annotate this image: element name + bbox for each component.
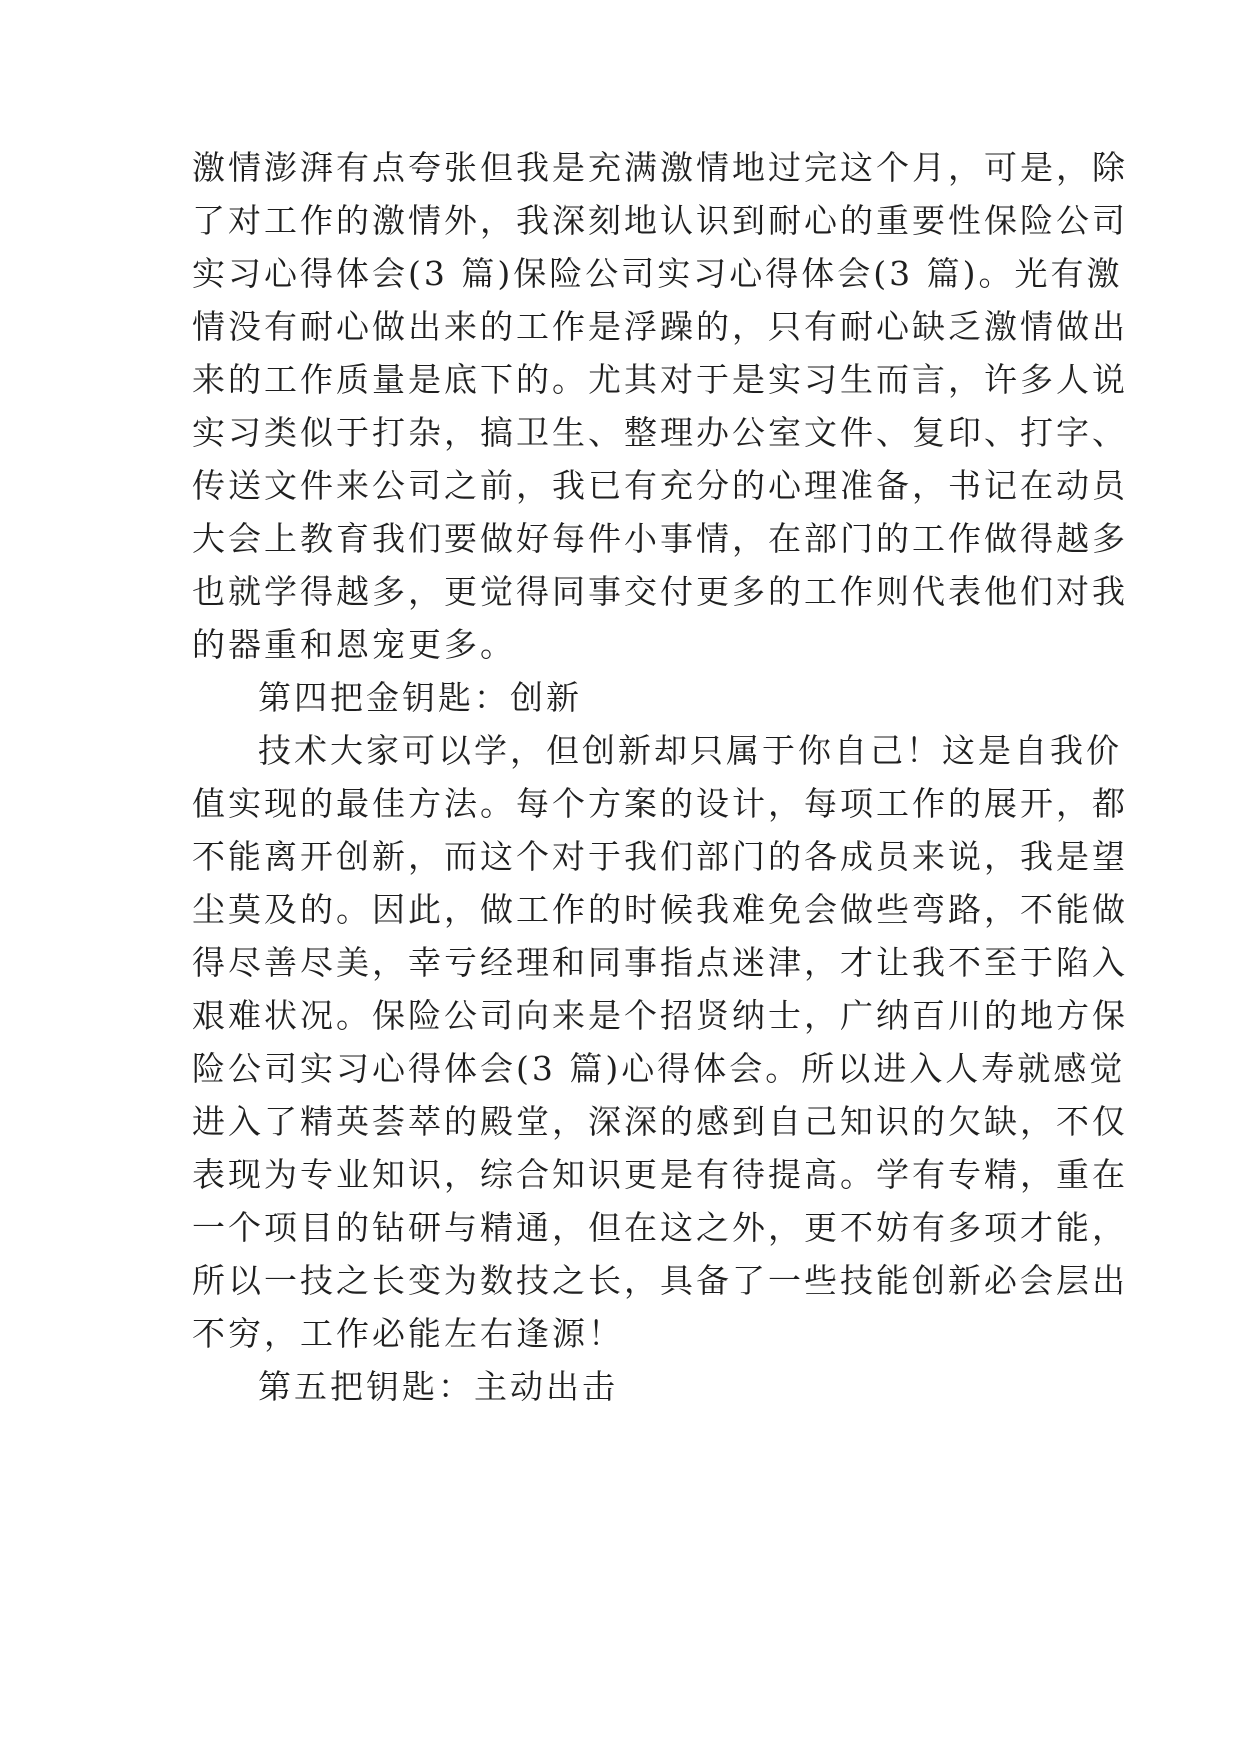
- paragraph-line: 一个项目的钻研与精通，但在这之外，更不妨有多项才能，: [192, 1208, 1128, 1247]
- paragraph-line: 技术大家可以学，但创新却只属于你自己！这是自我价: [258, 731, 1122, 770]
- section-heading: 第四把金钥匙：创新: [258, 678, 582, 717]
- paragraph-line: 大会上教育我们要做好每件小事情，在部门的工作做得越多: [192, 519, 1128, 558]
- paragraph-line: 艰难状况。保险公司向来是个招贤纳士，广纳百川的地方保: [192, 996, 1128, 1035]
- paragraph-line: 的器重和恩宠更多。: [192, 625, 516, 664]
- paragraph-line: 不能离开创新，而这个对于我们部门的各成员来说，我是望: [192, 837, 1128, 876]
- paragraph-line: 传送文件来公司之前，我已有充分的心理准备，书记在动员: [192, 466, 1128, 505]
- paragraph-line: 险公司实习心得体会(3 篇)心得体会。所以进入人寿就感觉: [192, 1049, 1126, 1088]
- paragraph-line: 值实现的最佳方法。每个方案的设计，每项工作的展开，都: [192, 784, 1128, 823]
- paragraph-line: 实习类似于打杂，搞卫生、整理办公室文件、复印、打字、: [192, 413, 1128, 452]
- paragraph-line: 来的工作质量是底下的。尤其对于是实习生而言，许多人说: [192, 360, 1128, 399]
- paragraph-line: 情没有耐心做出来的工作是浮躁的，只有耐心缺乏激情做出: [192, 307, 1128, 346]
- paragraph-line: 所以一技之长变为数技之长，具备了一些技能创新必会层出: [192, 1261, 1128, 1300]
- paragraph-line: 表现为专业知识，综合知识更是有待提高。学有专精，重在: [192, 1155, 1128, 1194]
- paragraph-line: 得尽善尽美，幸亏经理和同事指点迷津，才让我不至于陷入: [192, 943, 1128, 982]
- paragraph-line: 也就学得越多，更觉得同事交付更多的工作则代表他们对我: [192, 572, 1128, 611]
- paragraph-line: 尘莫及的。因此，做工作的时候我难免会做些弯路，不能做: [192, 890, 1128, 929]
- paragraph-line: 了对工作的激情外，我深刻地认识到耐心的重要性保险公司: [192, 201, 1128, 240]
- paragraph-line: 激情澎湃有点夸张但我是充满激情地过完这个月，可是，除: [192, 148, 1128, 187]
- section-heading: 第五把钥匙：主动出击: [258, 1367, 618, 1406]
- paragraph-line: 不穷，工作必能左右逢源！: [192, 1314, 624, 1353]
- paragraph-line: 实习心得体会(3 篇)保险公司实习心得体会(3 篇)。光有激: [192, 254, 1123, 293]
- paragraph-line: 进入了精英荟萃的殿堂，深深的感到自己知识的欠缺，不仅: [192, 1102, 1128, 1141]
